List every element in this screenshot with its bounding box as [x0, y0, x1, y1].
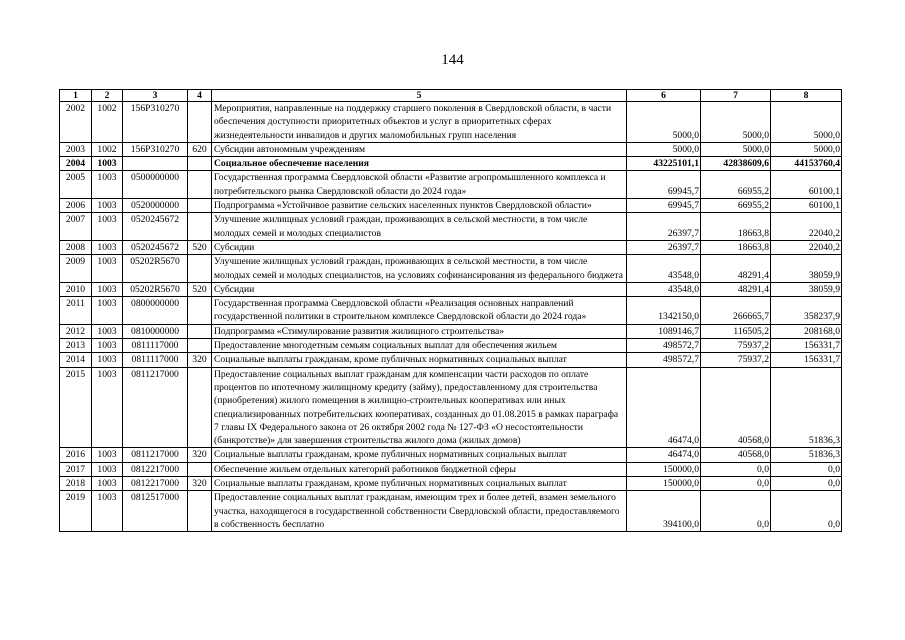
row-number-cell: 2011 [60, 297, 92, 325]
amount-year-1-cell: 5000,0 [627, 142, 701, 156]
amount-year-2-cell: 48291,4 [701, 255, 771, 283]
description-cell: Предоставление социальных выплат гражданам, имеющим трех и более детей, взамен земельного участка, находящегося в государственной собственности Свердловской области, предоставляемого в собственность бесплатно [212, 491, 627, 532]
row-number-cell: 2009 [60, 255, 92, 283]
amount-year-2-cell: 40568,0 [701, 367, 771, 448]
row-number-cell: 2015 [60, 367, 92, 448]
target-code-cell: 05202R5670 [123, 255, 188, 283]
amount-year-1-cell: 43548,0 [627, 255, 701, 283]
amount-year-2-cell: 18663,8 [701, 240, 771, 254]
target-code-cell: 0500000000 [123, 171, 188, 199]
description-cell: Субсидии автономным учреждениям [212, 142, 627, 156]
table-row [60, 448, 842, 462]
table-row [60, 339, 842, 353]
expense-type-cell: 320 [188, 448, 212, 462]
target-code-cell: 156Р310270 [123, 142, 188, 156]
section-code-cell: 1003 [92, 171, 123, 199]
amount-year-1-cell: 69945,7 [627, 199, 701, 213]
target-code-cell: 0520245672 [123, 240, 188, 254]
description-cell: Социальные выплаты гражданам, кроме публичных нормативных социальных выплат [212, 448, 627, 462]
description-cell: Социальное обеспечение населения [212, 157, 627, 171]
table-row [60, 142, 842, 156]
row-number-cell: 2003 [60, 142, 92, 156]
row-number-cell: 2012 [60, 324, 92, 338]
target-code-cell: 156Р310270 [123, 102, 188, 143]
amount-year-2-cell: 266665,7 [701, 297, 771, 325]
description-cell: Мероприятия, направленные на поддержку старшего поколения в Свердловской области, в части обеспечения доступности приоритетных объектов и услуг в приоритетных сферах жизнедеятельности инвалидов и других маломобильных групп населения [212, 102, 627, 143]
amount-year-2-cell: 75937,2 [701, 353, 771, 367]
table-row [60, 367, 842, 448]
row-number-cell: 2018 [60, 477, 92, 491]
header-cell: 4 [188, 90, 212, 102]
budget-table [59, 89, 842, 532]
amount-year-3-cell: 51836,3 [771, 448, 842, 462]
amount-year-2-cell: 66955,2 [701, 171, 771, 199]
header-cell: 7 [701, 90, 771, 102]
table-row [60, 255, 842, 283]
amount-year-1-cell: 46474,0 [627, 448, 701, 462]
amount-year-1-cell: 5000,0 [627, 102, 701, 143]
section-code-cell: 1003 [92, 324, 123, 338]
amount-year-3-cell: 208168,0 [771, 324, 842, 338]
amount-year-1-cell: 43225101,1 [627, 157, 701, 171]
header-cell: 6 [627, 90, 701, 102]
amount-year-1-cell: 394100,0 [627, 491, 701, 532]
amount-year-1-cell: 69945,7 [627, 171, 701, 199]
row-number-cell: 2007 [60, 213, 92, 241]
amount-year-2-cell: 5000,0 [701, 142, 771, 156]
amount-year-3-cell: 0,0 [771, 491, 842, 532]
amount-year-2-cell: 0,0 [701, 491, 771, 532]
section-code-cell: 1002 [92, 102, 123, 143]
section-code-cell: 1003 [92, 339, 123, 353]
amount-year-3-cell: 5000,0 [771, 102, 842, 143]
amount-year-2-cell: 5000,0 [701, 102, 771, 143]
description-cell: Обеспечение жильем отдельных категорий работников бюджетной сферы [212, 462, 627, 476]
amount-year-3-cell: 38059,9 [771, 255, 842, 283]
expense-type-cell [188, 171, 212, 199]
table-row [60, 324, 842, 338]
description-cell: Подпрограмма «Устойчивое развитие сельских населенных пунктов Свердловской области» [212, 199, 627, 213]
amount-year-1-cell: 26397,7 [627, 213, 701, 241]
amount-year-3-cell: 22040,2 [771, 240, 842, 254]
expense-type-cell [188, 324, 212, 338]
target-code-cell: 0810000000 [123, 324, 188, 338]
description-cell: Субсидии [212, 240, 627, 254]
description-cell: Государственная программа Свердловской области «Реализация основных направлений государственной политики в строительном комплексе Свердловской области до 2024 года» [212, 297, 627, 325]
section-code-cell: 1003 [92, 297, 123, 325]
section-code-cell: 1003 [92, 367, 123, 448]
section-code-cell: 1003 [92, 448, 123, 462]
amount-year-2-cell: 75937,2 [701, 339, 771, 353]
table-row [60, 157, 842, 171]
row-number-cell: 2014 [60, 353, 92, 367]
table-row [60, 199, 842, 213]
amount-year-3-cell: 22040,2 [771, 213, 842, 241]
table-row [60, 477, 842, 491]
amount-year-3-cell: 0,0 [771, 477, 842, 491]
amount-year-3-cell: 51836,3 [771, 367, 842, 448]
target-code-cell: 0811117000 [123, 353, 188, 367]
description-cell: Предоставление социальных выплат гражданам для компенсации части расходов по оплате процентов по ипотечному жилищному кредиту (займу), предоставленному для строительства (приобретения) жилого помещения в жилищно-строительных кооперативах или иных специализированных потребительских кооперативах, созданных до 01.08.2015 в рамках параграфа 7 главы IX Федерального закона от 26 октября 2002 года № 127-ФЗ «О несостоятельности (банкротстве)» для завершения строительства жилого дома (жилых домов) [212, 367, 627, 448]
section-code-cell: 1003 [92, 282, 123, 296]
target-code-cell [123, 157, 188, 171]
row-number-cell: 2010 [60, 282, 92, 296]
section-code-cell: 1003 [92, 462, 123, 476]
target-code-cell: 0811217000 [123, 367, 188, 448]
expense-type-cell [188, 102, 212, 143]
amount-year-3-cell: 358237,9 [771, 297, 842, 325]
section-code-cell: 1002 [92, 142, 123, 156]
section-code-cell: 1003 [92, 255, 123, 283]
amount-year-3-cell: 0,0 [771, 462, 842, 476]
section-code-cell: 1003 [92, 157, 123, 171]
row-number-cell: 2002 [60, 102, 92, 143]
section-code-cell: 1003 [92, 199, 123, 213]
description-cell: Социальные выплаты гражданам, кроме публичных нормативных социальных выплат [212, 353, 627, 367]
amount-year-1-cell: 1089146,7 [627, 324, 701, 338]
amount-year-1-cell: 1342150,0 [627, 297, 701, 325]
description-cell: Социальные выплаты гражданам, кроме публичных нормативных социальных выплат [212, 477, 627, 491]
table-row [60, 171, 842, 199]
table-row [60, 491, 842, 532]
expense-type-cell: 520 [188, 282, 212, 296]
target-code-cell: 0520000000 [123, 199, 188, 213]
amount-year-2-cell: 0,0 [701, 477, 771, 491]
description-cell: Улучшение жилищных условий граждан, проживающих в сельской местности, в том числе молодых семей и молодых специалистов [212, 213, 627, 241]
amount-year-3-cell: 60100,1 [771, 199, 842, 213]
target-code-cell: 05202R5670 [123, 282, 188, 296]
target-code-cell: 0812217000 [123, 462, 188, 476]
table-row [60, 282, 842, 296]
amount-year-3-cell: 156331,7 [771, 353, 842, 367]
target-code-cell: 0520245672 [123, 213, 188, 241]
amount-year-1-cell: 46474,0 [627, 367, 701, 448]
description-cell: Улучшение жилищных условий граждан, проживающих в сельской местности, в том числе молодых семей и молодых специалистов, на условиях софинансирования из федерального бюджета [212, 255, 627, 283]
amount-year-1-cell: 498572,7 [627, 353, 701, 367]
row-number-cell: 2016 [60, 448, 92, 462]
table-row [60, 353, 842, 367]
target-code-cell: 0812217000 [123, 477, 188, 491]
table-body [60, 102, 842, 532]
amount-year-2-cell: 116505,2 [701, 324, 771, 338]
table-row [60, 297, 842, 325]
expense-type-cell [188, 157, 212, 171]
expense-type-cell: 620 [188, 142, 212, 156]
header-row [60, 90, 842, 102]
header-cell: 3 [123, 90, 188, 102]
table-row [60, 462, 842, 476]
expense-type-cell [188, 297, 212, 325]
amount-year-3-cell: 38059,9 [771, 282, 842, 296]
table-row [60, 213, 842, 241]
amount-year-1-cell: 498572,7 [627, 339, 701, 353]
amount-year-1-cell: 43548,0 [627, 282, 701, 296]
description-cell: Субсидии [212, 282, 627, 296]
expense-type-cell [188, 462, 212, 476]
row-number-cell: 2004 [60, 157, 92, 171]
target-code-cell: 0811117000 [123, 339, 188, 353]
amount-year-2-cell: 18663,8 [701, 213, 771, 241]
amount-year-1-cell: 150000,0 [627, 462, 701, 476]
row-number-cell: 2008 [60, 240, 92, 254]
amount-year-3-cell: 44153760,4 [771, 157, 842, 171]
row-number-cell: 2006 [60, 199, 92, 213]
amount-year-3-cell: 5000,0 [771, 142, 842, 156]
header-cell: 8 [771, 90, 842, 102]
header-cell: 5 [212, 90, 627, 102]
target-code-cell: 0812517000 [123, 491, 188, 532]
section-code-cell: 1003 [92, 477, 123, 491]
header-cell: 2 [92, 90, 123, 102]
amount-year-3-cell: 156331,7 [771, 339, 842, 353]
description-cell: Подпрограмма «Стимулирование развития жилищного строительства» [212, 324, 627, 338]
page-number: 144 [441, 52, 464, 68]
amount-year-2-cell: 0,0 [701, 462, 771, 476]
expense-type-cell [188, 255, 212, 283]
row-number-cell: 2017 [60, 462, 92, 476]
expense-type-cell: 520 [188, 240, 212, 254]
target-code-cell: 0811217000 [123, 448, 188, 462]
expense-type-cell [188, 213, 212, 241]
target-code-cell: 0800000000 [123, 297, 188, 325]
row-number-cell: 2019 [60, 491, 92, 532]
table-row [60, 102, 842, 143]
expense-type-cell: 320 [188, 477, 212, 491]
amount-year-1-cell: 150000,0 [627, 477, 701, 491]
row-number-cell: 2005 [60, 171, 92, 199]
expense-type-cell [188, 367, 212, 448]
expense-type-cell [188, 491, 212, 532]
expense-type-cell [188, 339, 212, 353]
description-cell: Государственная программа Свердловской области «Развитие агропромышленного комплекса и потребительского рынка Свердловской области до 2024 года» [212, 171, 627, 199]
expense-type-cell: 320 [188, 353, 212, 367]
amount-year-2-cell: 42838609,6 [701, 157, 771, 171]
expense-type-cell [188, 199, 212, 213]
amount-year-2-cell: 48291,4 [701, 282, 771, 296]
section-code-cell: 1003 [92, 353, 123, 367]
table-row [60, 240, 842, 254]
amount-year-2-cell: 66955,2 [701, 199, 771, 213]
amount-year-3-cell: 60100,1 [771, 171, 842, 199]
row-number-cell: 2013 [60, 339, 92, 353]
header-cell: 1 [60, 90, 92, 102]
description-cell: Предоставление многодетным семьям социальных выплат для обеспечения жильем [212, 339, 627, 353]
section-code-cell: 1003 [92, 491, 123, 532]
amount-year-1-cell: 26397,7 [627, 240, 701, 254]
section-code-cell: 1003 [92, 240, 123, 254]
amount-year-2-cell: 40568,0 [701, 448, 771, 462]
section-code-cell: 1003 [92, 213, 123, 241]
